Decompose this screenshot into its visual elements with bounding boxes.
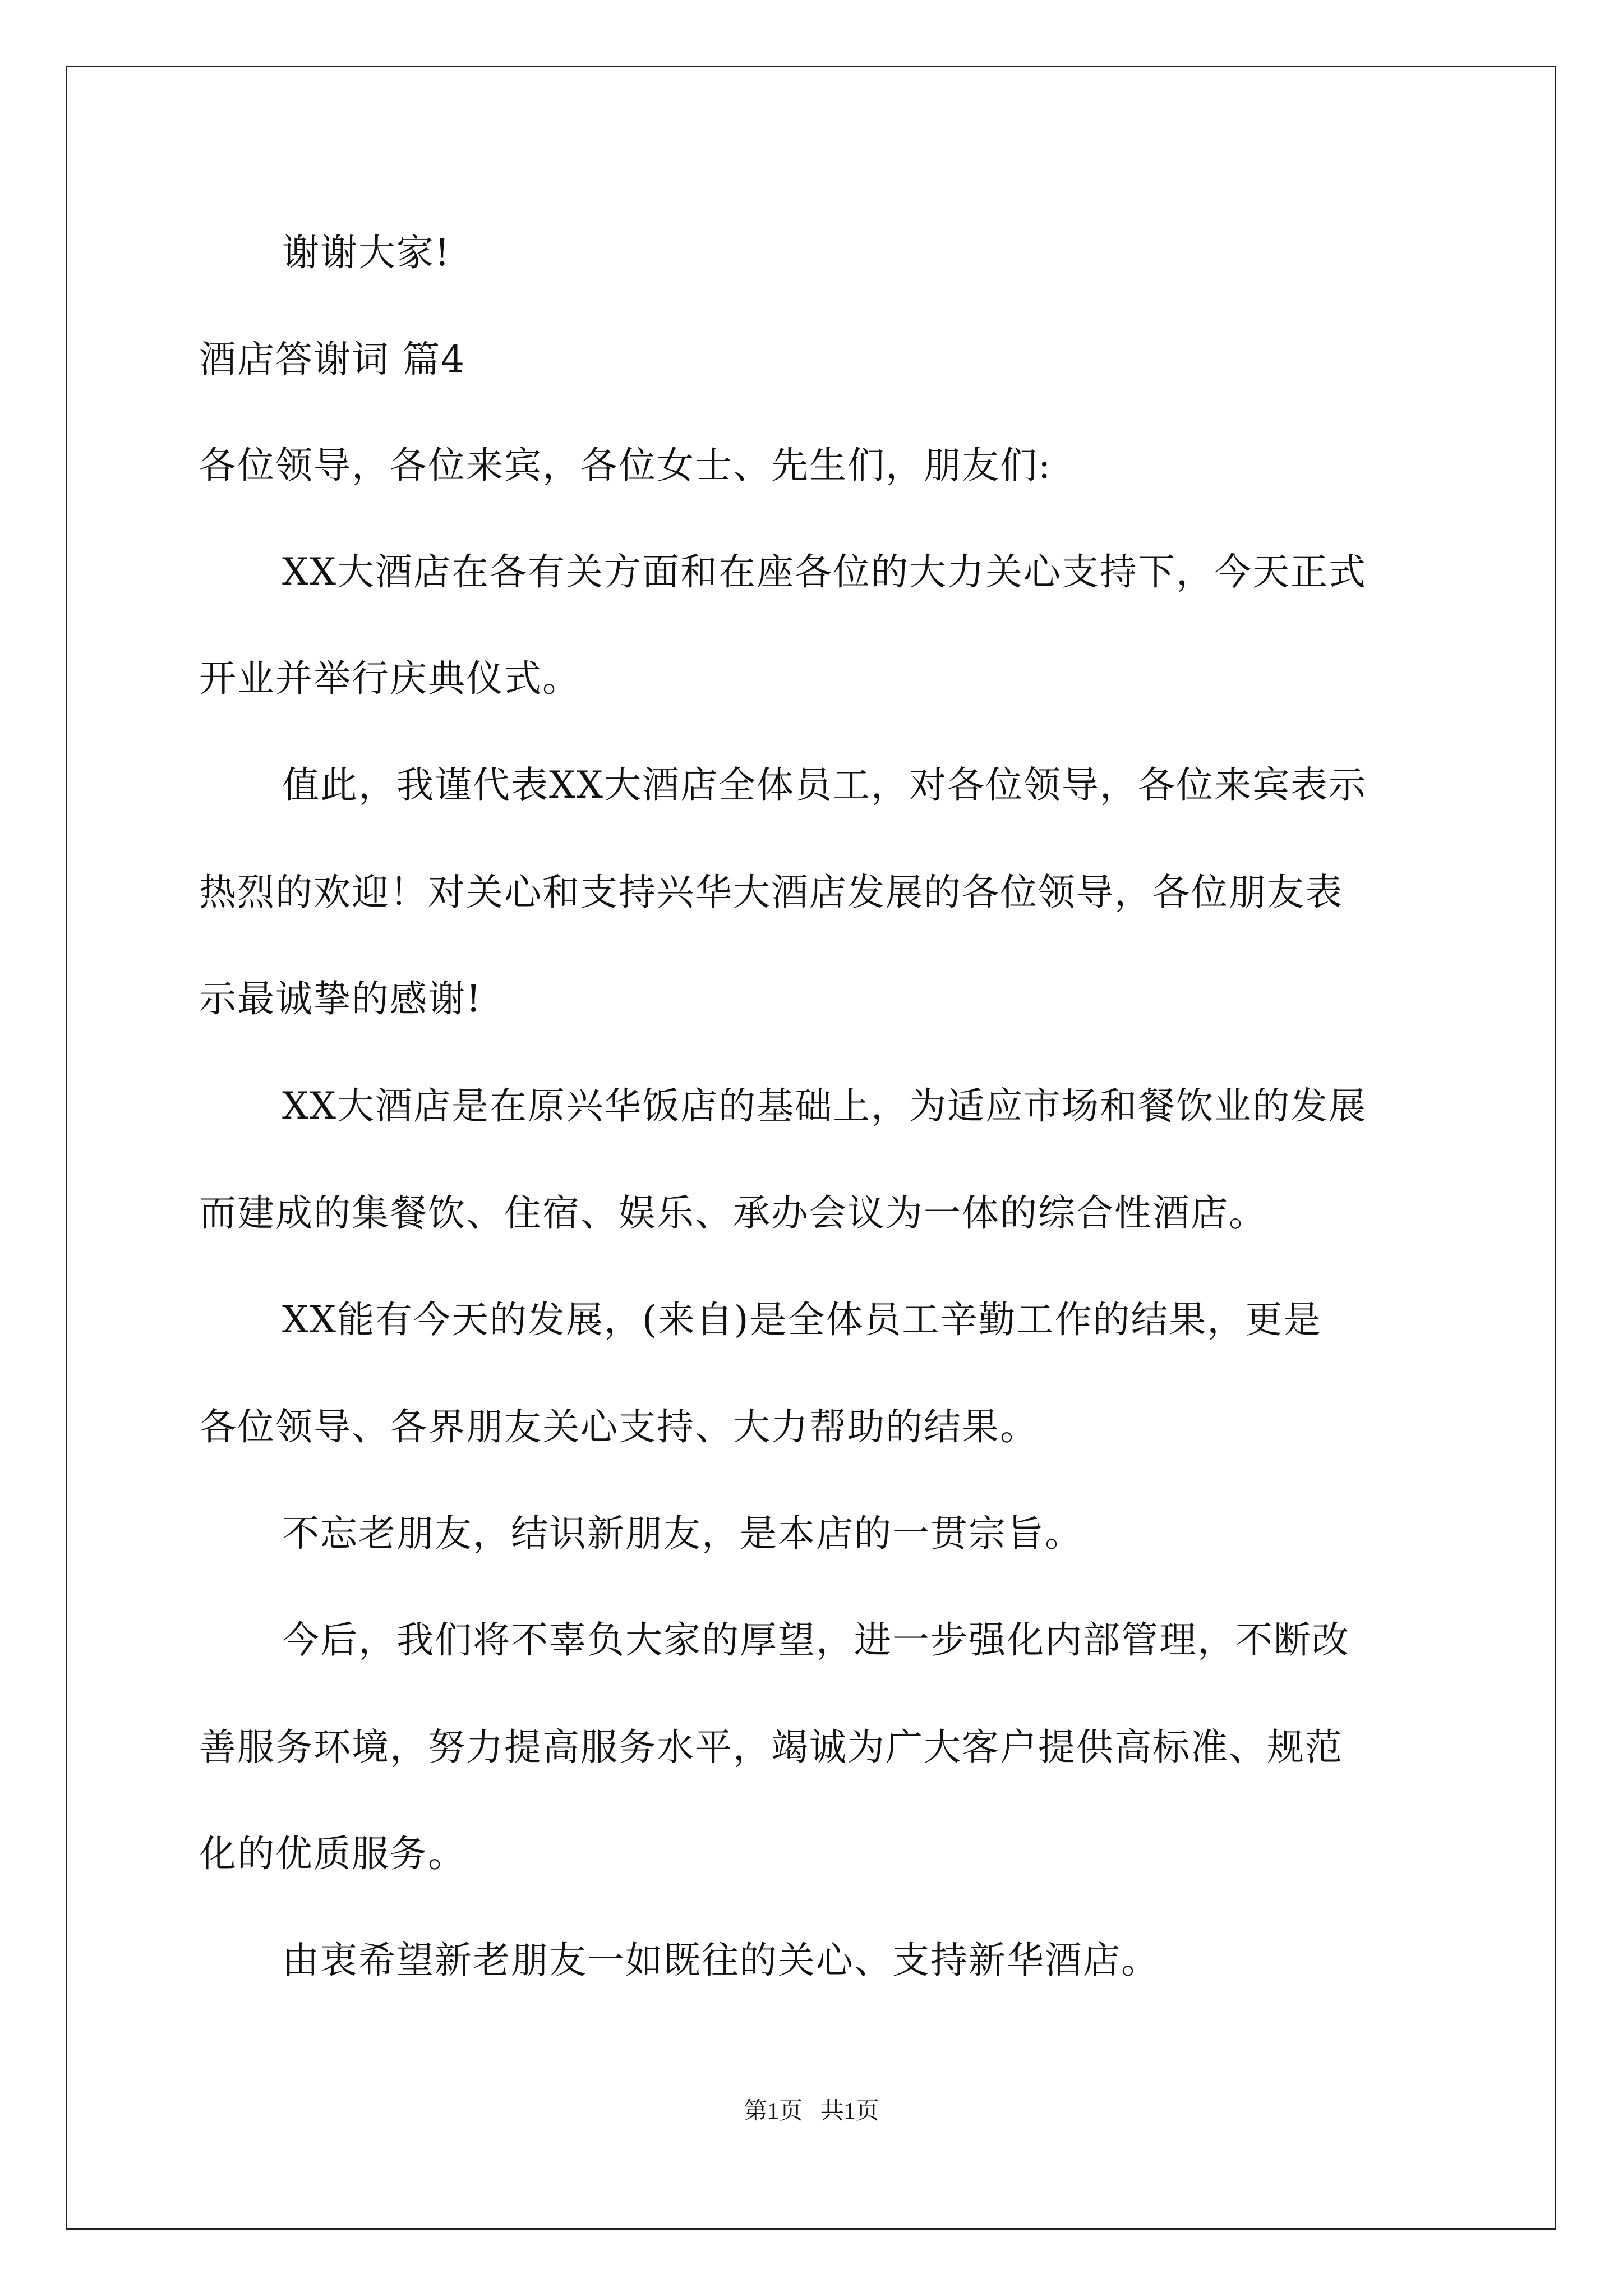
paragraph-line: 开业并举行庆典仪式。 bbox=[199, 657, 580, 700]
paragraph-line: 而建成的集餐饮、住宿、娱乐、承办会议为一体的综合性酒店。 bbox=[199, 1191, 1267, 1235]
paragraph-line: 由衷希望新老朋友一如既往的关心、支持新华酒店。 bbox=[282, 1939, 1159, 1982]
paragraph-line: 不忘老朋友，结识新朋友，是本店的一贯宗旨。 bbox=[282, 1512, 1083, 1555]
closing-thanks-line: 谢谢大家! bbox=[282, 231, 451, 274]
paragraph-line: 值此，我谨代表XX大酒店全体员工，对各位领导，各位来宾表示 bbox=[282, 763, 1367, 807]
paragraph-line: 化的优质服务。 bbox=[199, 1832, 466, 1875]
section-heading: 酒店答谢词 篇4 bbox=[199, 338, 465, 381]
paragraph-line: 今后，我们将不辜负大家的厚望，进一步强化内部管理，不断改 bbox=[282, 1618, 1350, 1662]
page-border bbox=[66, 66, 1556, 2230]
paragraph-line: XX大酒店在各有关方面和在座各位的大力关心支持下，今天正式 bbox=[282, 550, 1367, 593]
paragraph-line: 善服务环境，努力提高服务水平，竭诚为广大客户提供高标准、规范 bbox=[199, 1726, 1343, 1769]
salutation-line: 各位领导，各位来宾，各位女士、先生们，朋友们: bbox=[199, 444, 1052, 487]
paragraph-line: 热烈的欢迎！对关心和支持兴华大酒店发展的各位领导，各位朋友表 bbox=[199, 871, 1343, 914]
paragraph-line: XX能有今天的发展，(来自)是全体员工辛勤工作的结果，更是 bbox=[282, 1298, 1322, 1341]
paragraph-line: 各位领导、各界朋友关心支持、大力帮助的结果。 bbox=[199, 1405, 1038, 1448]
page-number-footer: 第1页 共1页 bbox=[744, 2099, 879, 2124]
paragraph-line: 示最诚挚的感谢! bbox=[199, 977, 482, 1020]
paragraph-line: XX大酒店是在原兴华饭店的基础上，为适应市场和餐饮业的发展 bbox=[282, 1084, 1367, 1128]
